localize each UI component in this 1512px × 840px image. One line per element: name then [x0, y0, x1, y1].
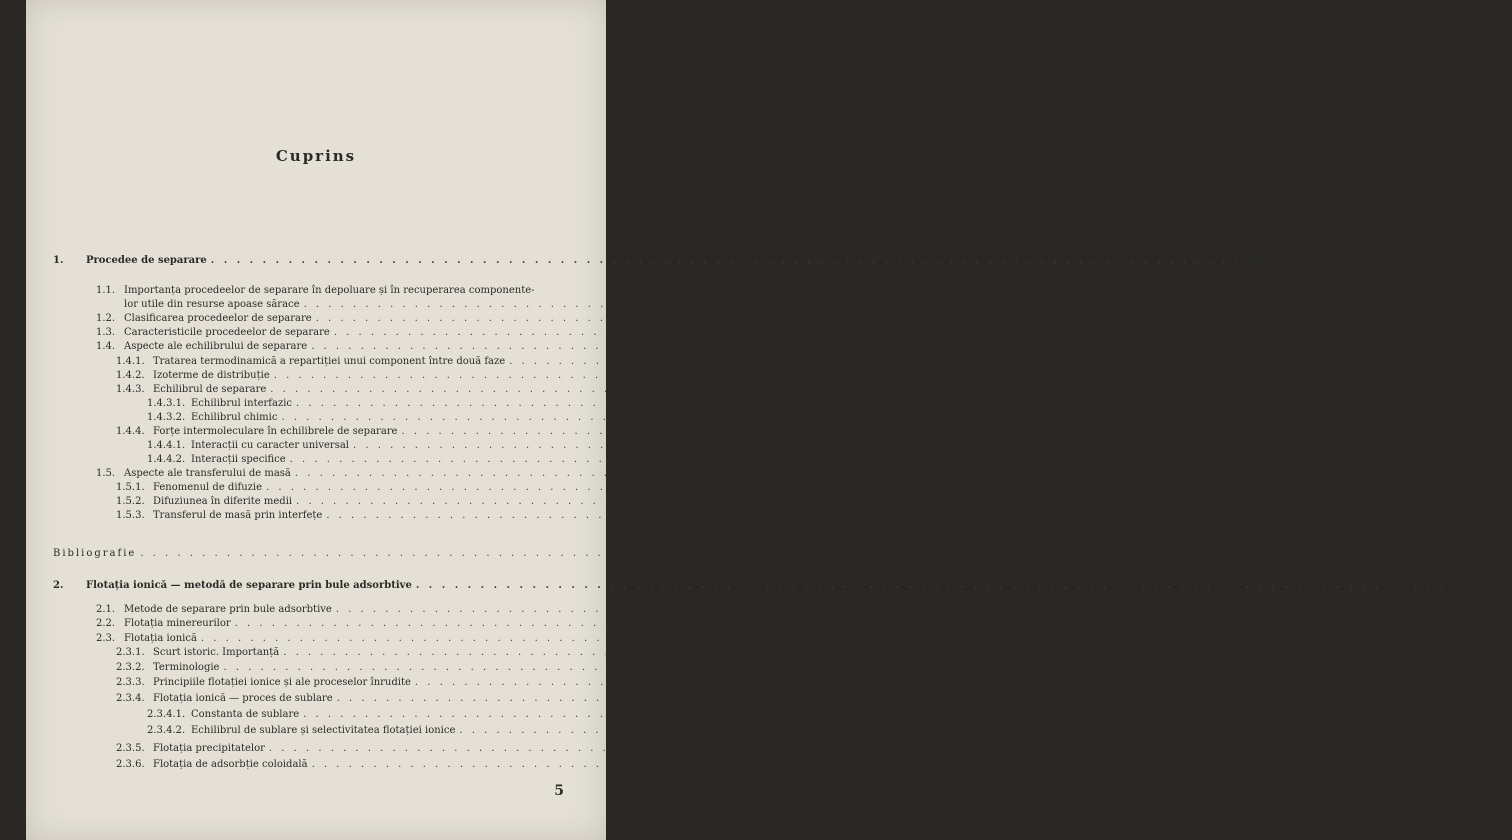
dot-leader: . . . . . . . . . . . . . . . . . . . . . . . . . . . . . . . . . . . . . . . . . . . . . . . . . . . . . . . . . . . . . . . . . . . . . . . . . . . . . . . . — [414, 677, 1398, 688]
toc-entry-number: 1.4.3.1. — [147, 398, 186, 409]
dot-leader: . . . . . . . . . . . . . . . . . . . . . . . . . . . . . . . . . . . . . . . . . . . . . . . . . . . . . . . . . . . . . . . . . . . . . . . . . . . . . . . . — [311, 341, 1294, 352]
dot-leader: . . . . . . . . . . . . . . . . . . . . . . . . . . . . . . . . . . . . . . . . . . . . . . . . . . . . . . . . . . . . . . . . . . . . . . . . . . . . . . . . — [311, 759, 1294, 770]
toc-entry — [86, 254, 1262, 268]
toc-entry-page: 49 — [1292, 709, 1306, 720]
toc-entry-page: 24 — [1271, 412, 1284, 423]
toc-entry-number: 2.3.4. — [116, 693, 145, 704]
toc-entry-page: 11 — [1247, 255, 1262, 266]
toc-entry-text: Terminologie — [153, 662, 220, 673]
toc-entry-page: 24 — [1391, 426, 1404, 437]
toc-entry-number: 2.1. — [96, 604, 116, 615]
toc-entry-page: 42 — [1272, 647, 1286, 658]
toc-entry — [153, 369, 1277, 383]
toc-entry-page: 31 — [1255, 482, 1269, 493]
toc-entry-number: 1. — [53, 255, 64, 266]
dot-leader: . . . . . . . . . . . . . . . . . . . . . . . . . . . . . . . . . . . . . . . . . . . . . . . . . . . . . . . . . . . . . . . . . . . . . . . . . . . . . . . . — [303, 709, 1286, 720]
toc-entry — [153, 495, 1299, 509]
toc-entry-number: 1.5.3. — [116, 510, 145, 521]
toc-entry — [191, 411, 1284, 425]
toc-entry — [191, 453, 1293, 467]
toc-entry-text: Echilibrul de separare — [153, 384, 267, 395]
toc-entry-page: 11 — [1293, 299, 1306, 310]
toc-entry-page: 23 — [1285, 398, 1299, 409]
toc-entry-page: 26 — [1279, 454, 1293, 465]
toc-entry-page: 45 — [1213, 662, 1226, 673]
toc-entry-text: Tratarea termodinamică a repartiției unui component între două faze — [153, 356, 506, 367]
toc-entry-text: Scurt istoric. Importanță — [153, 647, 280, 658]
dot-leader: . . . . . . . . . . . . . . . . . . . . . . . . . . . . . . . . . . . . . . . . . . . . . . . . . . . . . . . . . . . . . . . . . . . . . . . . . . . . . . . . — [335, 604, 1319, 615]
toc-entry — [153, 425, 1404, 439]
toc-entry-page: 36 — [1130, 548, 1143, 559]
dot-leader: . . . . . . . . . . . . . . . . . . . . . . . . . . . . . . . . . . . . . . . . . . . . . . . . . . . . . . . . . . . . . . . . . . . . . . . . . . . . . . . . — [315, 313, 1299, 324]
toc-entry — [153, 758, 1314, 772]
toc-entry-text: Aspecte ale echilibrului de separare — [124, 341, 308, 352]
toc-entry-number: 1.5.2. — [116, 496, 145, 507]
dot-leader: . . . . . . . . . . . . . . . . . . . . . . . . . . . . . . . . . . . . . . . . . . . . . . . . . . . . . . . . . . . . . . . . . . . . . . . . . . . . . . . . — [268, 743, 1252, 754]
toc-entry-text: Aspecte ale transferului de masă — [124, 468, 291, 479]
dot-leader: . . . . . . . . . . . . . . . . . . . . . . . . . . . . . . . . . . . . . . . . . . . . . . . . . . . . . . . . . . . . . . . . . . . . . . . . . . . . . . . . — [336, 693, 1320, 704]
toc-entry-page: 49 — [1449, 725, 1462, 736]
dot-leader: . . . . . . . . . . . . . . . . . . . . . . . . . . . . . . . . . . . . . . . . . . . . . . . . . . . . . . . . . . . . . . . . . . . . . . . . . . . . . . . . — [415, 580, 1447, 591]
toc-entry-page: 19 — [1300, 341, 1314, 352]
toc-entry — [124, 312, 1319, 326]
toc-entry-text: Caracteristicile procedeelor de separare — [124, 327, 330, 338]
page-number: 5 — [554, 783, 564, 799]
toc-entry-text: Bibliografie — [53, 548, 137, 559]
toc-entry-text: Flotația precipitatelor — [153, 743, 265, 754]
toc-entry — [124, 603, 1339, 617]
toc-entry-text: Flotația minereurilor — [124, 618, 231, 629]
toc-entry — [153, 742, 1272, 756]
toc-entry — [153, 481, 1269, 495]
toc-entry — [124, 340, 1314, 354]
toc-entry-text: Flotația de adsorbție coloidală — [153, 759, 308, 770]
toc-entry — [53, 547, 1143, 561]
toc-entry-page: 37 — [1452, 580, 1467, 591]
toc-entry — [153, 676, 1418, 690]
toc-entry-text: Fenomenul de difuzie — [153, 482, 263, 493]
toc-entry — [191, 439, 1356, 453]
dot-leader: . . . . . . . . . . . . . . . . . . . . . . . . . . . . . . . . . . . . . . . . . . . . . . . . . . . . . . . . . . . . . . . . . . . . . . . . . . . . . . . . — [296, 398, 1279, 409]
toc-entry-page: 42 — [1190, 633, 1204, 644]
toc-entry — [153, 692, 1340, 706]
toc-entry-page: 39 — [1224, 618, 1238, 629]
toc-entry-number: 1.3. — [96, 327, 116, 338]
dot-leader: . . . . . . . . . . . . . . . . . . . . . . . . . . . . . . . . . . . . . . . . . . . . . . . . . . . . . . . . . . . . . . . . . . . . . . . . . . . . . . . . — [294, 468, 1278, 479]
toc-entry-number: 1.5.1. — [116, 482, 145, 493]
toc-entry-text: Echilibrul chimic — [191, 412, 278, 423]
toc-entry — [153, 646, 1286, 660]
toc-entry-number: 2.3.4.2. — [147, 725, 186, 736]
toc-entry-number: 2. — [53, 580, 64, 591]
toc-entry-page: 19 — [1498, 356, 1512, 367]
toc-entry-number: 2.3.2. — [116, 662, 145, 673]
toc-entry-page: 51 — [1258, 743, 1272, 754]
toc-entry-page: 17 — [1323, 327, 1337, 338]
toc-entry-number: 1.4.4. — [116, 426, 145, 437]
toc-entry — [153, 355, 1512, 369]
toc-entry-page: 34 — [1316, 510, 1329, 521]
dot-leader: . . . . . . . . . . . . . . . . . . . . . . . . . . . . . . . . . . . . . . . . . . . . . . . . . . . . . . . . . . . . . . . . . . . . . . . . . . . . . . . . — [234, 618, 1218, 629]
toc-entry-text: Metode de separare prin bule adsorbtive — [124, 604, 332, 615]
toc-entry-page: 22 — [1263, 370, 1277, 381]
toc-entry — [86, 579, 1467, 593]
dot-leader: . . . . . . . . . . . . . . . . . . . . . . . . . . . . . . . . . . . . . . . . . . . . . . . . . . . . . . . . . . . . . . . . . . . . . . . . . . . . . . . . — [401, 426, 1384, 437]
dot-leader: . . . . . . . . . . . . . . . . . . . . . . . . . . . . . . . . . . . . . . . . . . . . . . . . . . . . . . . . . . . . . . . . . . . . . . . . . . . . . . . . — [289, 454, 1273, 465]
toc-entry — [153, 383, 1273, 397]
toc-entry — [124, 298, 1306, 312]
toc-entry — [124, 326, 1337, 340]
toc-entry-page: 14 — [1305, 313, 1319, 324]
dot-leader: . . . . . . . . . . . . . . . . . . . . . . . . . . . . . . . . . . . . . . . . . . . . . . . . . . . . . . . . . . . . . . . . . . . . . . . . . . . . . . . . — [273, 370, 1257, 381]
toc-entry-text: Difuziunea în diferite medii — [153, 496, 293, 507]
toc-entry-page: 47 — [1404, 677, 1418, 688]
toc-entry-number: 2.2. — [96, 618, 116, 629]
toc-entry-number: 1.4.3. — [116, 384, 145, 395]
dot-leader: . . . . . . . . . . . . . . . . . . . . . . . . . . . . . . . . . . . . . . . . . . . . . . . . . . . . . . . . . . . . . . . . . . . . . . . . . . . . . . . . — [509, 356, 1492, 367]
toc-entry-text: Constanta de sublare — [191, 709, 300, 720]
toc-entry-number: 1.5. — [96, 468, 116, 479]
dot-leader: . . . . . . . . . . . . . . . . . . . . . . . . . . . . . . . . . . . . . . . . . . . . . . . . . . . . . . . . . . . . . . . . . . . . . . . . . . . . . . . . — [303, 299, 1286, 310]
dot-leader: . . . . . . . . . . . . . . . . . . . . . . . . . . . . . . . . . . . . . . . . . . . . . . . . . . . . . . . . . . . . . . . . . . . . . . . . . . . . . . . . — [333, 327, 1317, 338]
toc-entry-text: Flotația ionică — metodă de separare prin bule adsorbtive — [86, 580, 412, 591]
toc-entry-number: 2.3.6. — [116, 759, 145, 770]
toc-entry-number: 2.3.5. — [116, 743, 145, 754]
toc-entry-number: 1.4.4.1. — [147, 440, 186, 451]
toc-entry — [191, 724, 1462, 738]
toc-entry-text: Clasificarea procedeelor de separare — [124, 313, 312, 324]
dot-leader: . . . . . . . . . . . . . . . . . . . . . . . . . . . . . . . . . . . . . . . . . . . . . . . . . . . . . . . . . . . . . . . . . . . . . . . . . . . . . . . . — [140, 548, 1123, 559]
toc-entry-text: Procedee de separare — [86, 255, 207, 266]
toc-entry — [191, 397, 1299, 411]
toc-entry-number: 1.4.4.2. — [147, 454, 186, 465]
toc-entry-text-continued: lor utile din resurse apoase sărace — [124, 299, 300, 310]
dot-leader: . . . . . . . . . . . . . . . . . . . . . . . . . . . . . . . . . . . . . . . . . . . . . . . . . . . . . . . . . . . . . . . . . . . . . . . . . . . . . . . . — [296, 496, 1279, 507]
toc-entry-page: 24 — [1342, 440, 1356, 451]
book-page — [26, 0, 1512, 840]
dot-leader: . . . . . . . . . . . . . . . . . . . . . . . . . . . . . . . . . . . . . . . . . . . . . . . . . . . . . . . . . . . . . . . . . . . . . . . . . . . . . . . . — [283, 647, 1266, 658]
toc-entry-number: 1.2. — [96, 313, 116, 324]
toc-entry-page: 33 — [1285, 496, 1299, 507]
toc-entry-number: 1.1. — [96, 285, 116, 296]
dot-leader: . . . . . . . . . . . . . . . . . . . . . . . . . . . . . . . . . . . . . . . . . . . . . . . . . . . . . . . . . . . . . . . . . . . . . . . . . . . . . . . . — [210, 255, 1242, 266]
toc-entry-text: Interacții cu caracter universal — [191, 440, 350, 451]
toc-entry-page: 53 — [1301, 759, 1314, 770]
toc-entry-page: 31 — [1284, 468, 1298, 479]
toc-entry-page: 48 — [1326, 693, 1340, 704]
toc-entry-number: 2.3. — [96, 633, 116, 644]
toc-entry-number: 1.4. — [96, 341, 116, 352]
toc-entry-text: Flotația ionică — [124, 633, 197, 644]
dot-leader: . . . . . . . . . . . . . . . . . . . . . . . . . . . . . . . . . . . . . . . . . . . . . . . . . . . . . . . . . . . . . . . . . . . . . . . . . . . . . . . . — [223, 662, 1206, 673]
toc-entry — [153, 509, 1329, 523]
toc-entry — [124, 467, 1298, 481]
toc-entry — [124, 617, 1238, 631]
toc-entry-number: 1.4.2. — [116, 370, 145, 381]
toc-entry-number: 1.4.1. — [116, 356, 145, 367]
dot-leader: . . . . . . . . . . . . . . . . . . . . . . . . . . . . . . . . . . . . . . . . . . . . . . . . . . . . . . . . . . . . . . . . . . . . . . . . . . . . . . . . — [200, 633, 1184, 644]
toc-entry-number: 1.4.3.2. — [147, 412, 186, 423]
toc-entry-page: 23 — [1259, 384, 1273, 395]
toc-entry-text: Izoterme de distribuție — [153, 370, 270, 381]
toc-entry — [124, 632, 1204, 646]
toc-entry-page: 37 — [1325, 604, 1339, 615]
toc-entry-number: 2.3.3. — [116, 677, 145, 688]
dot-leader: . . . . . . . . . . . . . . . . . . . . . . . . . . . . . . . . . . . . . . . . . . . . . . . . . . . . . . . . . . . . . . . . . . . . . . . . . . . . . . . . — [266, 482, 1249, 493]
dot-leader: . . . . . . . . . . . . . . . . . . . . . . . . . . . . . . . . . . . . . . . . . . . . . . . . . . . . . . . . . . . . . . . . . . . . . . . . . . . . . . . . — [270, 384, 1253, 395]
toc-entry-text: Interacții specifice — [191, 454, 286, 465]
dot-leader: . . . . . . . . . . . . . . . . . . . . . . . . . . . . . . . . . . . . . . . . . . . . . . . . . . . . . . . . . . . . . . . . . . . . . . . . . . . . . . . . — [326, 510, 1309, 521]
toc-entry-text: Principiile flotației ionice și ale proceselor înrudite — [153, 677, 411, 688]
toc-entry — [153, 661, 1226, 675]
toc-entry-text: Forțe intermoleculare în echilibrele de separare — [153, 426, 398, 437]
toc-entry-text: Flotația ionică — proces de sublare — [153, 693, 333, 704]
page-title: Cuprins — [275, 147, 357, 165]
toc-entry-text: Echilibrul de sublare și selectivitatea flotației ionice — [191, 725, 456, 736]
toc-entry-text: Echilibrul interfazic — [191, 398, 293, 409]
dot-leader: . . . . . . . . . . . . . . . . . . . . . . . . . . . . . . . . . . . . . . . . . . . . . . . . . . . . . . . . . . . . . . . . . . . . . . . . . . . . . . . . — [281, 412, 1264, 423]
dot-leader: . . . . . . . . . . . . . . . . . . . . . . . . . . . . . . . . . . . . . . . . . . . . . . . . . . . . . . . . . . . . . . . . . . . . . . . . . . . . . . . . — [353, 440, 1336, 451]
toc-entry-text: Importanța procedeelor de separare în depoluare și în recuperarea componente- — [124, 285, 535, 296]
dot-leader: . . . . . . . . . . . . . . . . . . . . . . . . . . . . . . . . . . . . . . . . . . . . . . . . . . . . . . . . . . . . . . . . . . . . . . . . . . . . . . . . — [459, 725, 1442, 736]
toc-entry-number: 2.3.1. — [116, 647, 145, 658]
toc-entry-text: Transferul de masă prin interfețe — [153, 510, 323, 521]
toc-entry-number: 2.3.4.1. — [147, 709, 186, 720]
toc-entry — [191, 708, 1306, 722]
